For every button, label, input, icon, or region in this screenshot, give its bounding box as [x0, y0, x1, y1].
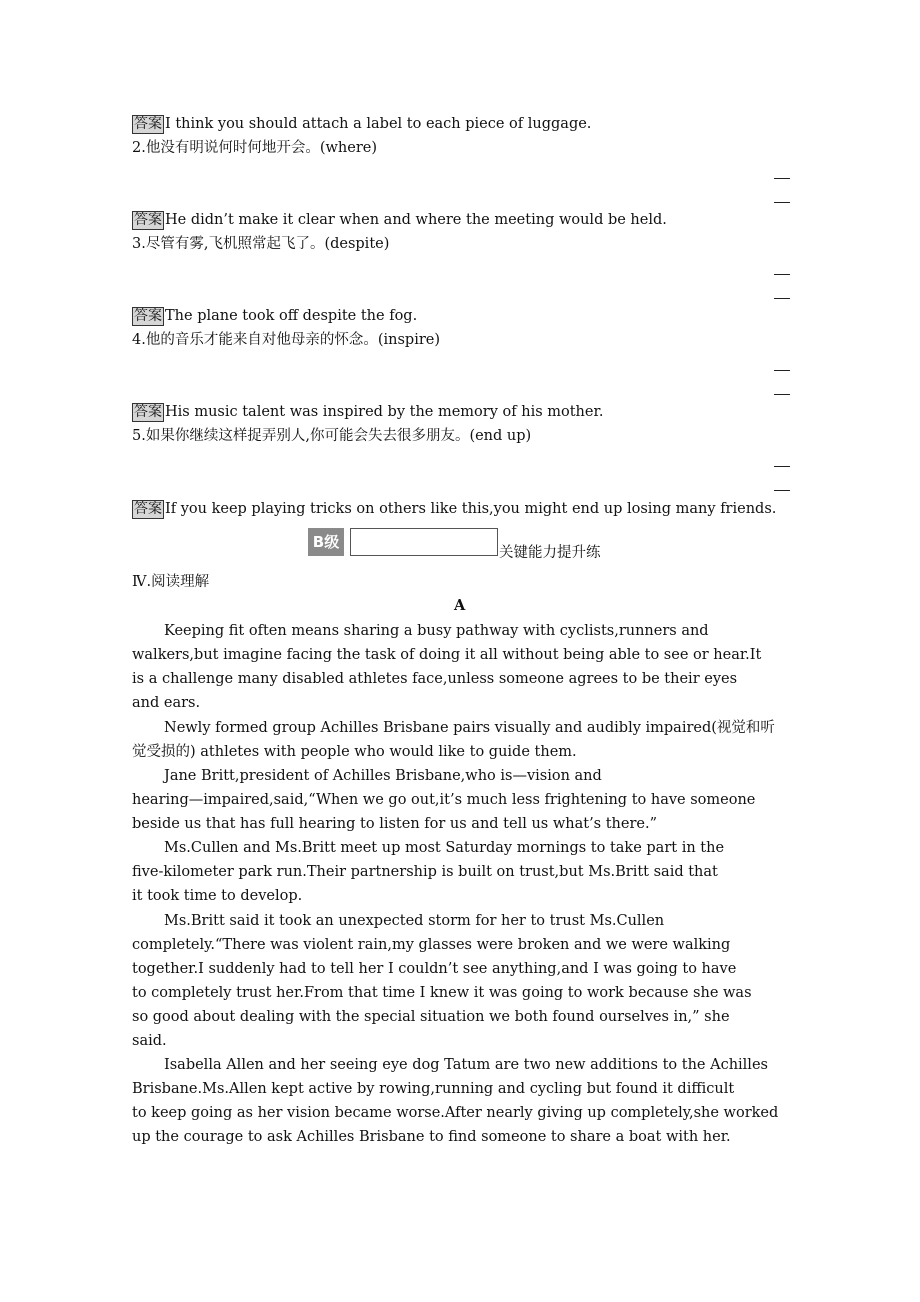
answer-line-4: [132, 402, 603, 422]
paragraph-line: is a challenge many disabled athletes face,unless someone agrees to be their eyes: [132, 671, 738, 688]
level-title: 关键能力提升练: [499, 545, 601, 561]
prompt-line-3: 3.尽管有雾,飞机照常起飞了。(despite): [132, 236, 390, 252]
answer-badge: 答案: [134, 212, 162, 228]
paragraph-line: Newly formed group Achilles Brisbane pairs visually and audibly impaired(视觉和听: [164, 720, 775, 736]
prompt-line-5: 5.如果你继续这样捉弄别人,你可能会失去很多朋友。(end up): [132, 428, 532, 444]
paragraph-line: Isabella Allen and her seeing eye dog Tatum are two new additions to the Achilles: [164, 1057, 768, 1073]
passage-paragraph-6: [132, 1053, 792, 1149]
blank-line: [774, 274, 790, 275]
paragraph-line: Brisbane.Ms.Allen kept active by rowing,running and cycling but found it difficult: [132, 1081, 735, 1098]
blank-line: [774, 394, 790, 395]
blank-line: [774, 298, 790, 299]
paragraph-line: Keeping fit often means sharing a busy pathway with cyclists,runners and: [164, 623, 709, 639]
blank-line: [774, 370, 790, 371]
paragraph-line: beside us that has full hearing to listen for us and tell us what’s there.”: [132, 816, 658, 833]
blank-line: [774, 178, 790, 179]
answer-line-2: [132, 210, 667, 230]
level-banner: [308, 528, 498, 556]
answer-line-1: [132, 114, 591, 134]
answer-text: I think you should attach a label to each piece of luggage.: [165, 116, 592, 132]
paragraph-line: Jane Britt,president of Achilles Brisbane,who is—vision and: [164, 768, 602, 784]
prompt-line-4: 4.他的音乐才能来自对他母亲的怀念。(inspire): [132, 332, 440, 348]
prompt-line-2: 2.他没有明说何时何地开会。(where): [132, 140, 377, 156]
paragraph-line: 觉受损的) athletes with people who would like to guide them.: [132, 744, 577, 761]
answer-text: His music talent was inspired by the memory of his mother.: [165, 404, 604, 420]
blank-line: [774, 202, 790, 203]
answer-line-5: [132, 499, 776, 519]
paragraph-line: Ms.Britt said it took an unexpected storm for her to trust Ms.Cullen: [164, 913, 665, 929]
passage-paragraph-4: [132, 836, 792, 908]
answer-badge: 答案: [134, 116, 162, 132]
paragraph-line: together.I suddenly had to tell her I couldn’t see anything,and I was going to have: [132, 961, 737, 978]
paragraph-line: to completely trust her.From that time I knew it was going to work because she was: [132, 985, 752, 1002]
passage-paragraph-3: [132, 764, 792, 836]
paragraph-line: walkers,but imagine facing the task of doing it all without being able to see or hear.It: [132, 647, 762, 664]
level-field: [350, 528, 498, 556]
paragraph-line: it took time to develop.: [132, 888, 303, 905]
answer-badge: 答案: [134, 308, 162, 324]
answer-text: If you keep playing tricks on others like this,you might end up losing many friends.: [165, 501, 777, 517]
section-heading: Ⅳ.阅读理解: [132, 574, 210, 590]
answer-text: The plane took off despite the fog.: [165, 308, 418, 324]
paragraph-line: five-kilometer park run.Their partnership is built on trust,but Ms.Britt said that: [132, 864, 718, 881]
level-badge: B级: [308, 528, 344, 556]
answer-badge: 答案: [134, 404, 162, 420]
paragraph-line: up the courage to ask Achilles Brisbane to find someone to share a boat with her.: [132, 1129, 731, 1146]
paragraph-line: completely.“There was violent rain,my glasses were broken and we were walking: [132, 937, 731, 954]
answer-text: He didn’t make it clear when and where the meeting would be held.: [165, 212, 667, 228]
passage-paragraph-1: [132, 619, 792, 715]
passage-paragraph-2: [132, 716, 792, 764]
paragraph-line: Ms.Cullen and Ms.Britt meet up most Saturday mornings to take part in the: [164, 840, 725, 856]
answer-line-3: [132, 306, 417, 326]
paragraph-line: said.: [132, 1033, 167, 1050]
paragraph-line: and ears.: [132, 695, 201, 712]
blank-line: [774, 490, 790, 491]
answer-badge: 答案: [134, 501, 162, 517]
passage-paragraph-5: [132, 909, 792, 1054]
passage-label: A: [454, 597, 466, 614]
paragraph-line: so good about dealing with the special situation we both found ourselves in,” she: [132, 1009, 730, 1026]
paragraph-line: to keep going as her vision became worse.After nearly giving up completely,she worked: [132, 1105, 779, 1122]
paragraph-line: hearing—impaired,said,“When we go out,it’s much less frightening to have someone: [132, 792, 756, 809]
blank-line: [774, 466, 790, 467]
